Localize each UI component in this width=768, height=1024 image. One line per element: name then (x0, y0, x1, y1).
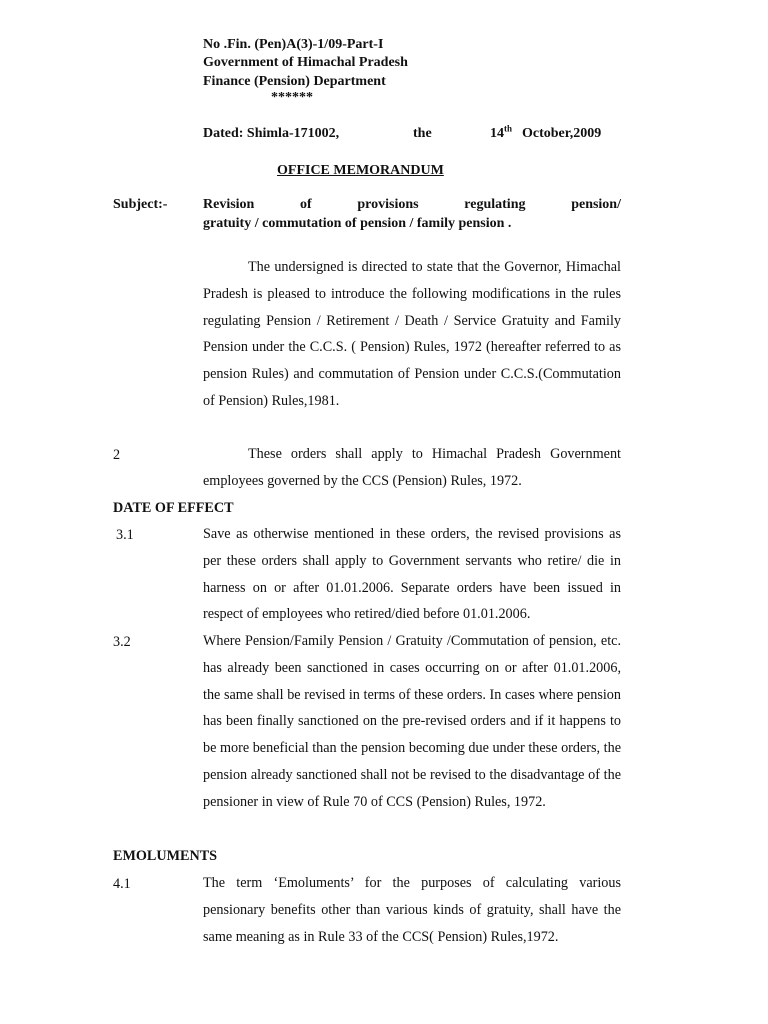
para-2-number: 2 (113, 447, 121, 463)
para-4-1-text: The term ‘Emoluments’ for the purposes of calculating various pensionary benefits other than various kinds of gratuity, shall have the same meaning as in Rule 33 of the CCS( Pension) Rules,1972. (203, 875, 621, 945)
para-2-text: These orders shall apply to Himachal Pradesh Government employees governed by the CCS (Pension) Rules, 1972. (203, 446, 621, 489)
subject-word: of (300, 197, 312, 212)
dated-day-number: 14 (490, 126, 504, 141)
subject-word: regulating (464, 197, 526, 212)
para-3-1-number: 3.1 (116, 527, 134, 543)
dated-day (490, 125, 512, 143)
subject-word: pension/ (571, 197, 621, 212)
page-title: OFFICE MEMORANDUM (277, 163, 444, 178)
department-name: Finance (Pension) Department (203, 74, 386, 89)
subject-line-1 (203, 197, 621, 213)
para-3-2-text: Where Pension/Family Pension / Gratuity /Commutation of pension, etc. has already been sanctioned in cases occurring on or after 01.01.2006, the same shall be revised in terms of these orders. In cases where pension has been finally sanctioned on the pre-revised orders and if it happens to be more beneficial than the pension becoming due under these orders, the pension already sanctioned shall not be revised to the disadvantage of the pensioner in view of Rule 70 of CCS (Pension) Rules, 1972. (203, 633, 621, 810)
dated-month-year: October,2009 (522, 126, 602, 141)
dated-day-suffix: th (504, 123, 513, 134)
dated-the: the (413, 126, 432, 141)
header-stars: ****** (271, 90, 313, 105)
para-3-2-number: 3.2 (113, 634, 131, 650)
subject-word: provisions (357, 197, 419, 212)
dated-label: Dated: Shimla-171002, (203, 126, 340, 141)
government-name: Government of Himachal Pradesh (203, 55, 408, 70)
intro-paragraph: The undersigned is directed to state that the Governor, Himachal Pradesh is pleased to introduce the following modifications in the rules regulating Pension / Retirement / Death / Service Gratuity and Family Pension under the C.C.S. ( Pension) Rules, 1972 (hereafter referred to as pension Rules) and commutation of Pension under C.C.S.(Commutation of Pension) Rules,1981. (203, 259, 621, 409)
subject-line-2: gratuity / commutation of pension / family pension . (203, 216, 512, 231)
file-number: No .Fin. (Pen)A(3)-1/09-Part-I (203, 37, 384, 52)
para-3-1-text: Save as otherwise mentioned in these orders, the revised provisions as per these orders shall apply to Government servants who retire/ die in harness on or after 01.01.2006. Separate orders have been issued in respect of employees who retired/died before 01.01.2006. (203, 526, 621, 623)
section-date-of-effect: DATE OF EFFECT (113, 500, 234, 516)
subject-label: Subject:- (113, 197, 168, 212)
para-4-1-number: 4.1 (113, 876, 131, 892)
section-emoluments: EMOLUMENTS (113, 848, 218, 864)
subject-word: Revision (203, 197, 255, 212)
